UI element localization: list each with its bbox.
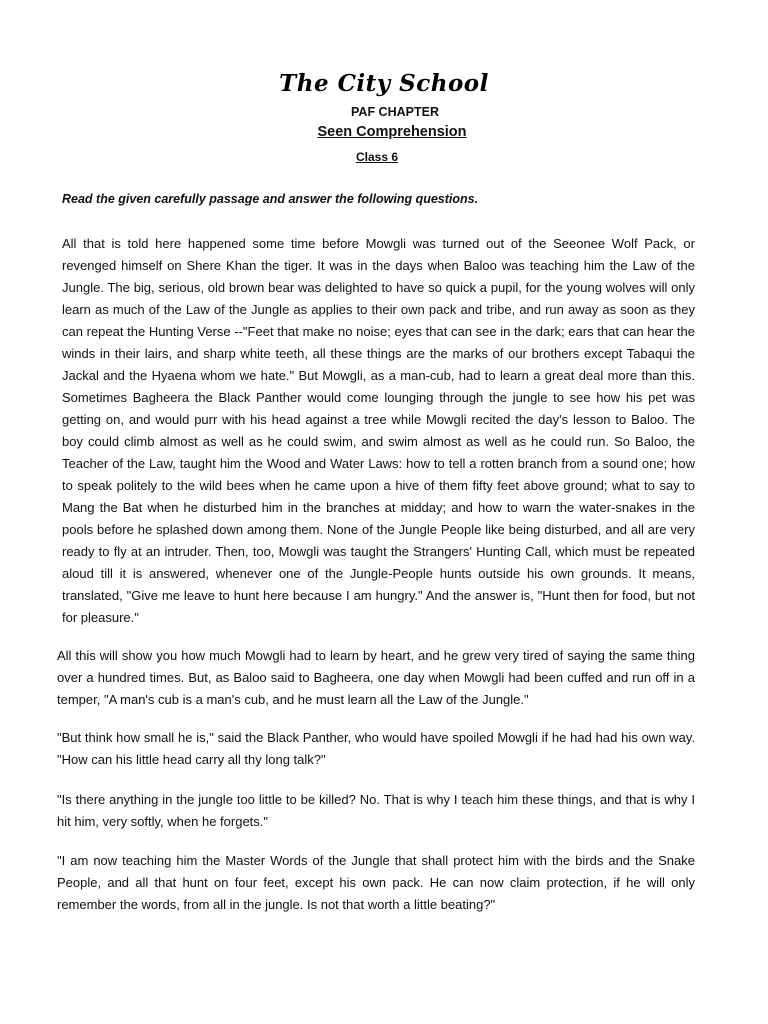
passage-paragraph-3: "But think how small he is," said the Black Panther, who would have spoiled Mowgli if he had had his own way. "How can his little head carry all thy long talk?" [57,730,695,767]
school-title: The City School [279,70,489,97]
chapter-label: PAF CHAPTER [351,105,439,119]
passage-paragraph-1: All that is told here happened some time before Mowgli was turned out of the Seeonee Wolf Pack, or revenged himself on Shere Khan the tiger. It was in the days when Baloo was teaching him the Law of the Jungle. The big, serious, old brown bear was delighted to have so quick a pupil, for the young wolves will only learn as much of the Law of the Jungle as applies to their own pack and tribe, and run away as soon as they can repeat the Hunting Verse --"Feet that make no noise; eyes that can see in the dark; ears that can hear the winds in their lairs, and sharp white teeth, all these things are the marks of our brothers except Tabaqui the Jackal and the Hyaena whom we hate." But Mowgli, as a man-cub, had to learn a great deal more than this. Sometimes Bagheera the Black Panther would come lounging through the jungle to see how his pet was getting on, and would purr with his head against a tree while Mowgli recited the day's lesson to Baloo. The boy could climb almost as well as he could swim, and swim almost as well as he could run. So Baloo, the Teacher of the Law, taught him the Wood and Water Laws: how to tell a rotten branch from a sound one; how to speak politely to the wild bees when he came upon a hive of them fifty feet above ground; what to say to Mang the Bat when he disturbed him in the branches at midday; and how to warn the water-snakes in the pools before he splashed down among them. None of the Jungle People like being disturbed, and all are very ready to fly at an intruder. Then, too, Mowgli was taught the Strangers' Hunting Call, which must be repeated aloud till it is answered, whenever one of the Jungle-People hunts outside his own grounds. It means, translated, "Give me leave to hunt here because I am hungry." And the answer is, "Hunt then for food, but not for pleasure." [62,236,695,625]
passage-paragraph-4: "Is there anything in the jungle too little to be killed? No. That is why I teach him these things, and that is why I hit him, very softly, when he forgets." [57,792,695,829]
instruction-text: Read the given carefully passage and answer the following questions. [62,192,479,206]
subject-title: Seen Comprehension [317,124,467,140]
passage-paragraph-2: All this will show you how much Mowgli had to learn by heart, and he grew very tired of saying the same thing over a hundred times. But, as Baloo said to Bagheera, one day when Mowgli had been cuffed and run off in a temper, "A man's cub is a man's cub, and he must learn all the Law of the Jungle." [57,648,695,707]
passage-paragraph-5: "I am now teaching him the Master Words of the Jungle that shall protect him with the birds and the Snake People, and all that hunt on four feet, except his own pack. He can now claim protection, if he will only remember the words, from all in the jungle. Is not that worth a little beating?" [57,853,695,912]
class-label: Class 6 [356,150,399,164]
